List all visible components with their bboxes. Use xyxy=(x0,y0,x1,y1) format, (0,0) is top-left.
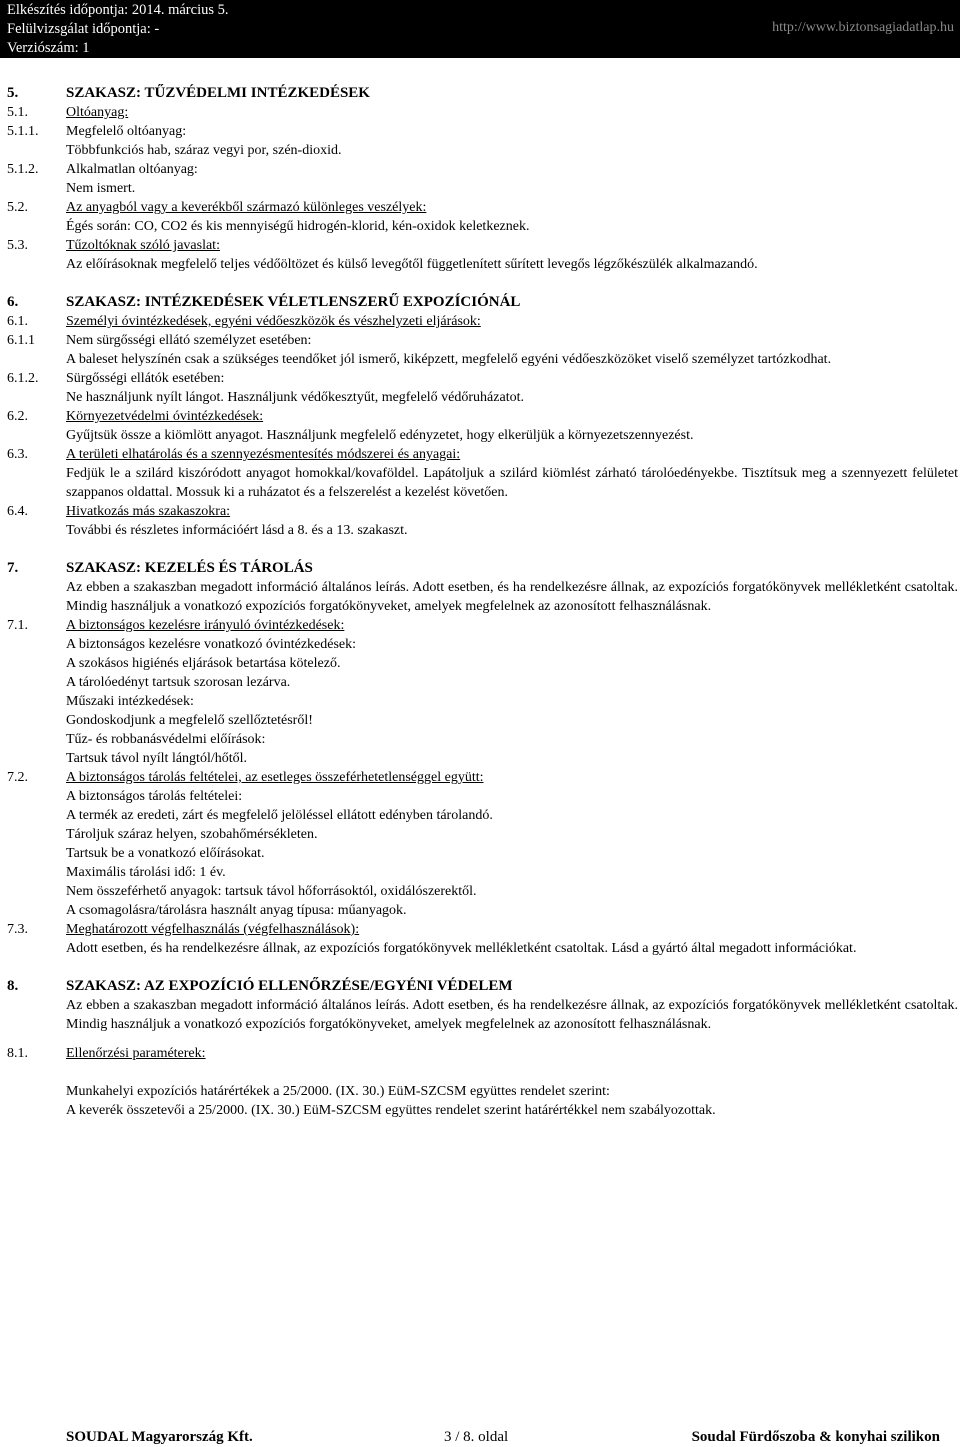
list-line: A szokásos higiénés eljárások betartása kötelező. xyxy=(66,656,341,671)
paragraph: Ne használjunk nyílt lángot. Használjunk védőkesztyűt, megfelelő védőruházatot. xyxy=(66,390,524,405)
list-line: A tárolóedényt tartsuk szorosan lezárva. xyxy=(66,675,291,690)
footer-company: SOUDAL Magyarország Kft. xyxy=(66,1429,253,1445)
subsection-7-2 xyxy=(0,768,960,787)
paragraph: Adott esetben, és ha rendelkezésre állnak, az expozíciós forgatókönyvek mellékletként csatoltak. Lásd a gyártó által megadott információkat. xyxy=(66,941,857,956)
subsection-title: Az anyagból vagy a keverékből származó különleges veszélyek: xyxy=(66,200,427,215)
subsection-8-1 xyxy=(0,1044,960,1063)
paragraph: A baleset helyszínén csak a szükséges teendőket jól ismerő, kiképzett, megfelelő egyéni védőeszközöket viselő személyzet tartózkodhat. xyxy=(66,352,832,367)
subsection-number: 5.3. xyxy=(7,238,28,253)
section-title: SZAKASZ: AZ EXPOZÍCIÓ ELLENŐRZÉSE/EGYÉNI VÉDELEM xyxy=(66,978,513,994)
subsection-title: Ellenőrzési paraméterek: xyxy=(66,1046,206,1061)
subsection-number: 6.1. xyxy=(7,314,28,329)
list-line: Maximális tárolási idő: 1 év. xyxy=(66,865,226,880)
subsection-title: Személyi óvintézkedések, egyéni védőeszközök és vészhelyzeti eljárások: xyxy=(66,314,481,329)
intro-paragraph: Az ebben a szakaszban megadott információ általános leírás. Adott esetben, és ha rendelkezésre állnak, az expozíciós forgatókönyvek mellékletként csatoltak. Mindig használjuk a vonatkozó expozíciós forgatókönyveket, amelyek megfelelnek az azonosított felhasználásnak. xyxy=(66,998,958,1032)
subsection-number: 5.1.2. xyxy=(7,162,39,177)
subsection-number: 5.1. xyxy=(7,105,28,120)
paragraph: Fedjük le a szilárd kiszóródott anyagot homokkal/kovaföldel. Lapátoljuk a szilárd kiömlést zárható tárolóedényekbe. Tisztítsuk meg a szennyezett felületet szappanos oldattal. Mossuk ki a ruházatot és a felszerelést a kezelést követően. xyxy=(66,466,958,500)
subsection-6-1-2 xyxy=(0,369,960,388)
subsection-6-4 xyxy=(0,502,960,521)
subsection-number: 7.1. xyxy=(7,618,28,633)
subsection-5-1-2 xyxy=(0,160,960,179)
paragraph: Nem ismert. xyxy=(66,181,136,196)
subsection-5-1 xyxy=(0,103,960,122)
section-5-heading xyxy=(0,84,960,103)
subsection-title: Nem sürgősségi ellátó személyzet esetében: xyxy=(66,333,312,348)
section-title: SZAKASZ: TŰZVÉDELMI INTÉZKEDÉSEK xyxy=(66,85,370,101)
subsection-number: 8.1. xyxy=(7,1046,28,1061)
subsection-number: 7.3. xyxy=(7,922,28,937)
list-line: Tartsuk távol nyílt lángtól/hőtől. xyxy=(66,751,248,766)
creation-date: Elkészítés időpontja: 2014. március 5. xyxy=(7,2,229,18)
subsection-title: Oltóanyag: xyxy=(66,105,129,120)
paragraph: A keverék összetevői a 25/2000. (IX. 30.) EüM-SZCSM együttes rendelet szerint határértékkel nem szabályozottak. xyxy=(66,1103,716,1118)
paragraph: További és részletes információért lásd a 8. és a 13. szakaszt. xyxy=(66,523,408,538)
subsection-5-1-1 xyxy=(0,122,960,141)
subsection-5-3 xyxy=(0,236,960,255)
section-7-heading xyxy=(0,559,960,578)
subsection-number: 5.2. xyxy=(7,200,28,215)
website-link[interactable]: http://www.biztonsagiadatlap.hu xyxy=(772,20,954,35)
list-line: A biztonságos kezelésre vonatkozó óvintézkedések: xyxy=(66,637,357,652)
subsection-number: 5.1.1. xyxy=(7,124,39,139)
subsection-title: Környezetvédelmi óvintézkedések: xyxy=(66,409,264,424)
list-line: Gondoskodjunk a megfelelő szellőztetésről! xyxy=(66,713,313,728)
section-6-heading xyxy=(0,293,960,312)
list-line: Nem összeférhető anyagok: tartsuk távol hőforrásoktól, oxidálószerektől. xyxy=(66,884,477,899)
list-line: A biztonságos tárolás feltételei: xyxy=(66,789,243,804)
version-number: Verziószám: 1 xyxy=(7,40,90,56)
subsection-number: 6.2. xyxy=(7,409,28,424)
subsection-number: 7.2. xyxy=(7,770,28,785)
subsection-number: 6.4. xyxy=(7,504,28,519)
list-line: Műszaki intézkedések: xyxy=(66,694,194,709)
list-line: A termék az eredeti, zárt és megfelelő jelöléssel ellátott edényben tárolandó. xyxy=(66,808,493,823)
subsection-7-3 xyxy=(0,920,960,939)
section-number: 8. xyxy=(7,978,19,994)
paragraph: Többfunkciós hab, száraz vegyi por, szén-dioxid. xyxy=(66,143,342,158)
subsection-7-1 xyxy=(0,616,960,635)
subsection-title: A biztonságos tárolás feltételei, az esetleges összeférhetetlenséggel együtt: xyxy=(66,770,484,785)
subsection-number: 6.1.1 xyxy=(7,333,35,348)
subsection-6-2 xyxy=(0,407,960,426)
document-footer xyxy=(0,1426,960,1447)
document-header xyxy=(0,0,960,58)
subsection-6-3 xyxy=(0,445,960,464)
subsection-6-1-1 xyxy=(0,331,960,350)
document-body xyxy=(0,84,960,1120)
list-line: Tűz- és robbanásvédelmi előírások: xyxy=(66,732,266,747)
list-line: A csomagolásra/tárolásra használt anyag típusa: műanyagok. xyxy=(66,903,407,918)
subsection-title: A területi elhatárolás és a szennyezésmentesítés módszerei és anyagai: xyxy=(66,447,461,462)
page-number: 3 / 8. oldal xyxy=(444,1429,509,1445)
subsection-title: Alkalmatlan oltóanyag: xyxy=(66,162,198,177)
section-number: 6. xyxy=(7,294,19,310)
section-number: 7. xyxy=(7,560,19,576)
revision-date: Felülvizsgálat időpontja: - xyxy=(7,21,160,37)
subsection-number: 6.3. xyxy=(7,447,28,462)
subsection-6-1 xyxy=(0,312,960,331)
section-8-heading xyxy=(0,977,960,996)
subsection-title: Hivatkozás más szakaszokra: xyxy=(66,504,231,519)
section-title: SZAKASZ: KEZELÉS ÉS TÁROLÁS xyxy=(66,560,313,576)
paragraph: Égés során: CO, CO2 és kis mennyiségű hidrogén-klorid, kén-oxidok keletkeznek. xyxy=(66,219,530,234)
subsection-title: Megfelelő oltóanyag: xyxy=(66,124,187,139)
list-line: Tartsuk be a vonatkozó előírásokat. xyxy=(66,846,265,861)
footer-product: Soudal Fürdőszoba & konyhai szilikon xyxy=(691,1429,940,1445)
section-number: 5. xyxy=(7,85,19,101)
paragraph: Munkahelyi expozíciós határértékek a 25/2000. (IX. 30.) EüM-SZCSM együttes rendelet szerint: xyxy=(66,1084,610,1099)
subsection-title: Meghatározott végfelhasználás (végfelhasználások): xyxy=(66,922,360,937)
subsection-5-2 xyxy=(0,198,960,217)
intro-paragraph: Az ebben a szakaszban megadott információ általános leírás. Adott esetben, és ha rendelkezésre állnak, az expozíciós forgatókönyvek mellékletként csatoltak. Mindig használjuk a vonatkozó expozíciós forgatókönyveket, amelyek megfelelnek az azonosított felhasználásnak. xyxy=(66,580,958,614)
subsection-title: A biztonságos kezelésre irányuló óvintézkedések: xyxy=(66,618,345,633)
section-title: SZAKASZ: INTÉZKEDÉSEK VÉLETLENSZERŰ EXPOZÍCIÓNÁL xyxy=(66,294,521,310)
paragraph: Az előírásoknak megfelelő teljes védőöltözet és külső levegőtől függetlenített sűrített levegős légzőkészülék alkalmazandó. xyxy=(66,257,758,272)
subsection-number: 6.1.2. xyxy=(7,371,39,386)
subsection-title: Tűzoltóknak szóló javaslat: xyxy=(66,238,220,253)
subsection-title: Sürgősségi ellátók esetében: xyxy=(66,371,225,386)
list-line: Tároljuk száraz helyen, szobahőmérsékleten. xyxy=(66,827,318,842)
paragraph: Gyűjtsük össze a kiömlött anyagot. Használjunk megfelelő edényzetet, hogy elkerüljük a környezetszennyezést. xyxy=(66,428,694,443)
